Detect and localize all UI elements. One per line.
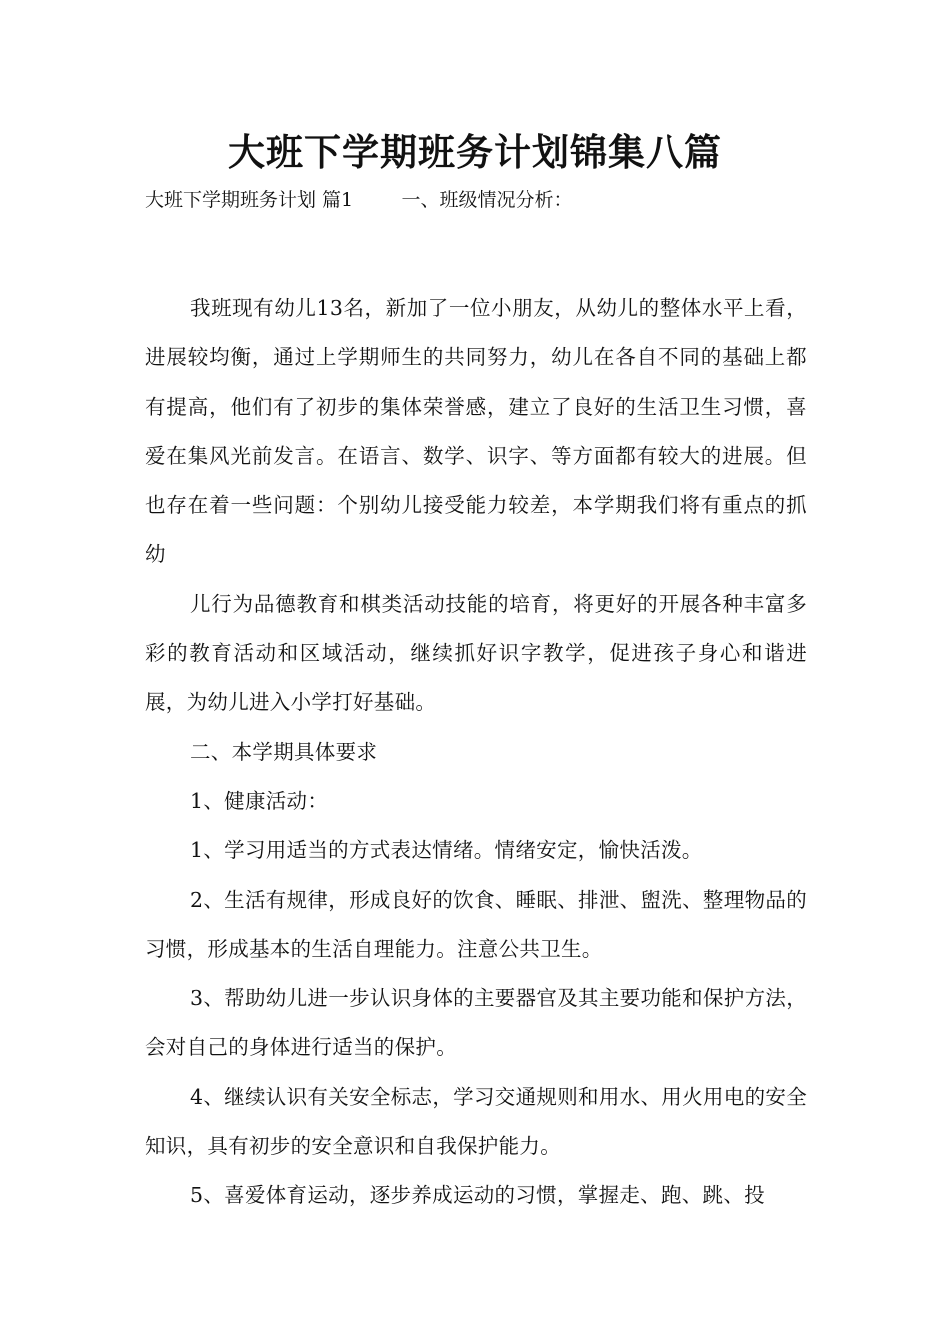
list-item: 4、继续认识有关安全标志，学习交通规则和用水、用火用电的安全知识，具有初步的安全意识和自我保护能力。: [145, 1084, 807, 1159]
document-title: 大班下学期班务计划锦集八篇: [228, 131, 722, 174]
subtitle-heading: 一、班级情况分析：: [401, 189, 573, 211]
list-item: 3、帮助幼儿进一步认识身体的主要器官及其主要功能和保护方法，会对自己的身体进行适当的保护。: [145, 986, 807, 1060]
paragraph: 我班现有幼儿13名，新加了一位小朋友，从幼儿的整体水平上看，进展较均衡，通过上学期师生的共同努力，幼儿在各自不同的基础上都有提高，他们有了初步的集体荣誉感，建立了良好的生活卫生习惯，喜爱在集风光前发言。在语言、数学、识字、等方面都有较大的进展。但也存在着一些问题：个别幼儿接受能力较差，本学期我们将有重点的抓幼: [145, 296, 807, 567]
list-item: 2、生活有规律，形成良好的饮食、睡眠、排泄、盥洗、整理物品的习惯，形成基本的生活自理能力。注意公共卫生。: [145, 887, 807, 961]
document-subtitle: [145, 184, 572, 216]
list-item: 5、喜爱体育运动，逐步养成运动的习惯，掌握走、跑、跳、投: [190, 1183, 765, 1208]
subsection-heading: 1、健康活动：: [190, 788, 329, 813]
paragraph: 儿行为品德教育和棋类活动技能的培育，将更好的开展各种丰富多彩的教育活动和区域活动，继续抓好识字教学，促进孩子身心和谐进展，为幼儿进入小学打好基础。: [145, 591, 807, 715]
section-heading: 二、本学期具体要求: [190, 739, 378, 764]
list-item: 1、学习用适当的方式表达情绪。情绪安定，愉快活泼。: [190, 838, 703, 863]
subtitle-section-label: 大班下学期班务计划 篇1: [145, 189, 354, 211]
body-text: [145, 284, 807, 1221]
